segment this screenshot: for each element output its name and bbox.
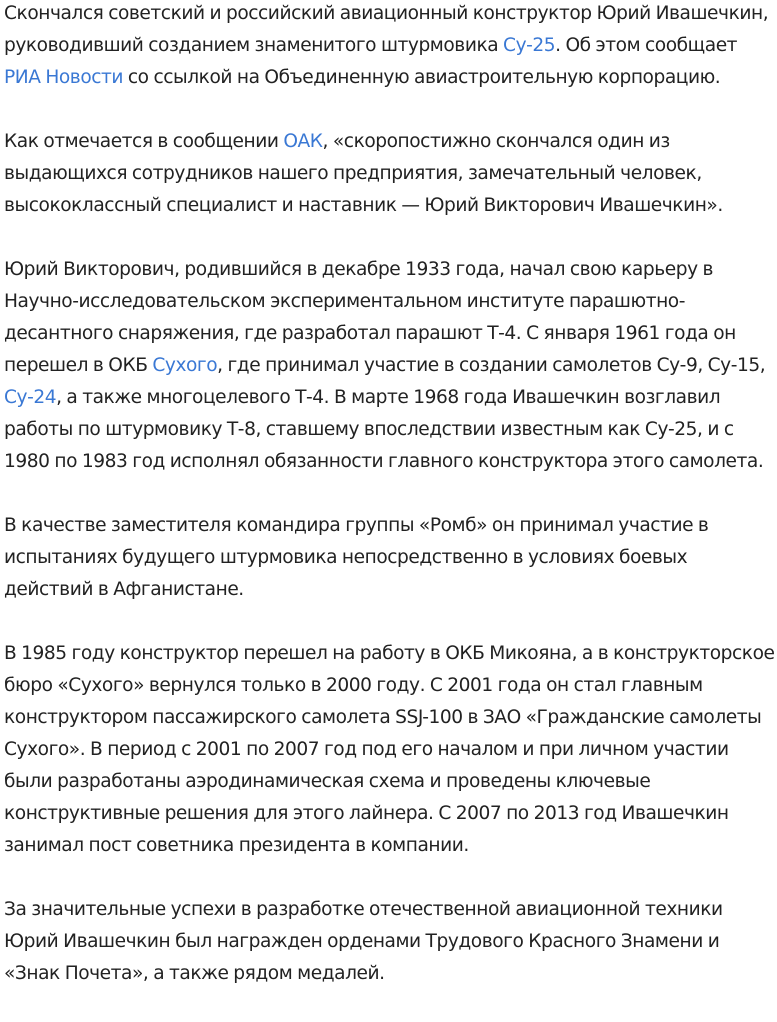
paragraph-1-text-c: со ссылкой на Объединенную авиастроительную корпорацию. (123, 67, 721, 88)
paragraph-1-text-b: . Об этом сообщает (555, 35, 738, 56)
oak-link[interactable]: ОАК (283, 131, 323, 152)
sukhoi-link[interactable]: Сухого (152, 355, 218, 376)
su25-link[interactable]: Су-25 (503, 35, 556, 56)
article-body (4, 0, 776, 1022)
paragraph-5: В 1985 году конструктор перешел на работу в ОКБ Микояна, а в конструкторское бюро «Сухого» вернулся только в 2000 году. С 2001 года он стал главным конструктором пассажирского самолета SSJ-100 в ЗАО «Гражданские самолеты Сухого». В период с 2001 по 2007 год под его началом и при личном участии были разработаны аэродинамическая схема и проведены ключевые конструктивные решения для этого лайнера. С 2007 по 2013 год Ивашечкин занимал пост советника президента в компании. (4, 643, 775, 856)
paragraph-3-text-c: , а также многоцелевого Т-4. В марте 1968 года Ивашечкин возглавил работы по штурмовику Т-8, ставшему впоследствии известным как Су-25, и с 1980 по 1983 год исполнял обязанности главного конструктора этого самолета. (4, 387, 764, 472)
paragraph-3-text-b: , где принимал участие в создании самолетов Су-9, Су-15, (217, 355, 766, 376)
paragraph-2 (4, 126, 776, 222)
paragraph-4: В качестве заместителя командира группы «Ромб» он принимал участие в испытаниях будущего штурмовика непосредственно в условиях боевых действий в Афганистане. (4, 515, 709, 600)
paragraph-1-text-a: Скончался советский и российский авиационный конструктор Юрий Ивашечкин, руководивший созданием знаменитого штурмовика (4, 3, 769, 56)
su24-link[interactable]: Су-24 (4, 387, 57, 408)
paragraph-3 (4, 254, 776, 478)
paragraph-2-text-a: Как отмечается в сообщении (4, 131, 284, 152)
paragraph-6: За значительные успехи в разработке отечественной авиационной техники Юрий Ивашечкин был награжден орденами Трудового Красного Знамени и «Знак Почета», а также рядом медалей. (4, 899, 723, 984)
paragraph-3-text-a: Юрий Викторович, родившийся в декабре 1933 года, начал свою карьеру в Научно-исследовательском экспериментальном институте парашютно-десантного снаряжения, где разработал парашют Т-4. С января 1961 года он перешел в ОКБ (4, 259, 736, 376)
ria-novosti-link[interactable]: РИА Новости (4, 67, 124, 88)
paragraph-1 (4, 0, 776, 94)
paragraph-2-text-b: , «скоропостижно скончался один из выдающихся сотрудников нашего предприятия, замечательный человек, высококлассный специалист и наставник — Юрий Викторович Ивашечкин». (4, 131, 723, 216)
